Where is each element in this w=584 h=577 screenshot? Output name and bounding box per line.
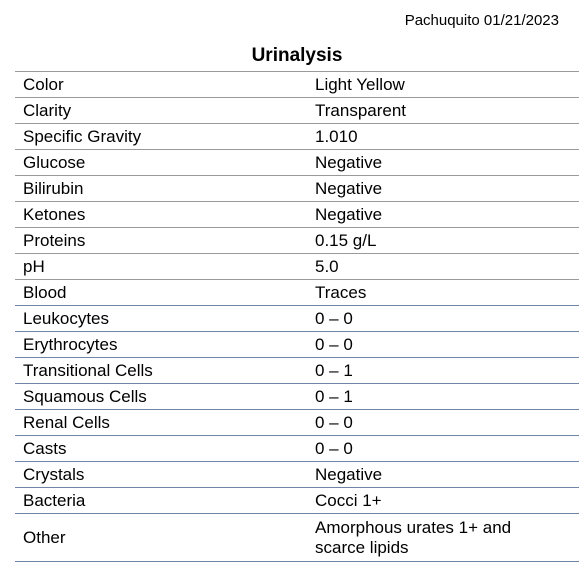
row-label: Bacteria <box>15 488 307 514</box>
table-row <box>15 488 579 514</box>
row-label: Leukocytes <box>15 306 307 332</box>
row-value: 5.0 <box>307 254 579 280</box>
row-label: Transitional Cells <box>15 358 307 384</box>
row-label: Color <box>15 72 307 98</box>
table-row <box>15 306 579 332</box>
row-value: 0 – 0 <box>307 410 579 436</box>
row-label: Casts <box>15 436 307 462</box>
table-row <box>15 228 579 254</box>
row-label: Bilirubin <box>15 176 307 202</box>
row-label: Other <box>15 514 307 562</box>
row-value: Negative <box>307 176 579 202</box>
table-row <box>15 124 579 150</box>
table-row <box>15 358 579 384</box>
row-label: Ketones <box>15 202 307 228</box>
row-value: Cocci 1+ <box>307 488 579 514</box>
row-value: Amorphous urates 1+ and scarce lipids <box>307 514 579 562</box>
row-value: 0.15 g/L <box>307 228 579 254</box>
table-row <box>15 410 579 436</box>
row-label: Erythrocytes <box>15 332 307 358</box>
row-label: Crystals <box>15 462 307 488</box>
row-value: 0 – 0 <box>307 436 579 462</box>
urinalysis-table <box>15 71 579 562</box>
row-value: 0 – 1 <box>307 358 579 384</box>
row-value: Negative <box>307 150 579 176</box>
table-row <box>15 98 579 124</box>
row-label: Blood <box>15 280 307 306</box>
table-row <box>15 462 579 488</box>
table-row <box>15 176 579 202</box>
row-value: 0 – 0 <box>307 332 579 358</box>
row-value: 0 – 1 <box>307 384 579 410</box>
table-row <box>15 384 579 410</box>
row-label: Proteins <box>15 228 307 254</box>
row-value: Negative <box>307 202 579 228</box>
row-label: Squamous Cells <box>15 384 307 410</box>
row-value: Traces <box>307 280 579 306</box>
row-value: Negative <box>307 462 579 488</box>
table-row <box>15 254 579 280</box>
table-row <box>15 280 579 306</box>
row-value: 1.010 <box>307 124 579 150</box>
report-title: Urinalysis <box>251 45 343 66</box>
row-label: Glucose <box>15 150 307 176</box>
table-row <box>15 332 579 358</box>
table-row <box>15 150 579 176</box>
header-note: Pachuquito 01/21/2023 <box>404 12 559 29</box>
row-label: Renal Cells <box>15 410 307 436</box>
table-row <box>15 72 579 98</box>
row-label: Clarity <box>15 98 307 124</box>
row-label: pH <box>15 254 307 280</box>
row-value: Light Yellow <box>307 72 579 98</box>
row-label: Specific Gravity <box>15 124 307 150</box>
row-value: Transparent <box>307 98 579 124</box>
row-value: 0 – 0 <box>307 306 579 332</box>
table-row <box>15 514 579 562</box>
table-row <box>15 202 579 228</box>
table-row <box>15 436 579 462</box>
